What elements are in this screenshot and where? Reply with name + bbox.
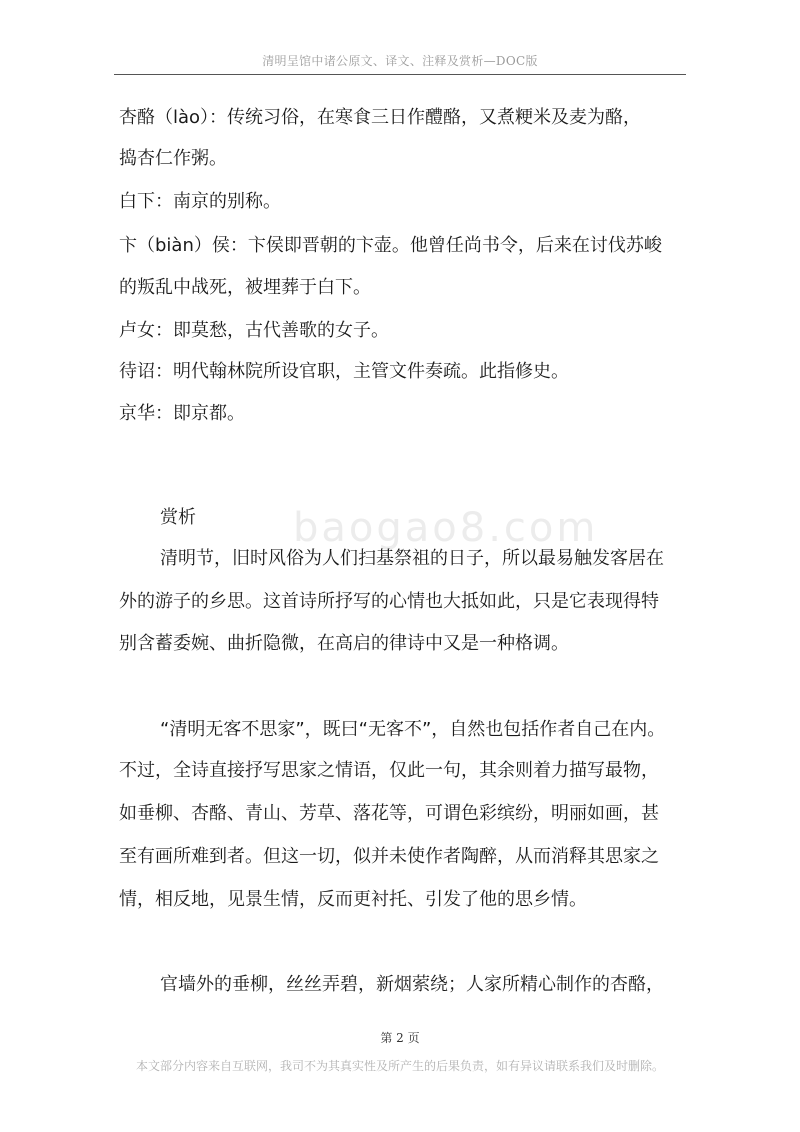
paragraph-line: 外的游子的乡思。这首诗所抒写的心情也大抵如此，只是它表现得特 xyxy=(119,591,659,612)
header-divider xyxy=(114,74,686,75)
paragraph-line: 情，相反地，见景生情，反而更衬托、引发了他的思乡情。 xyxy=(119,889,587,910)
note-line: 待诏：明代翰林院所设官职，主管文件奏疏。此指修史。 xyxy=(119,361,569,382)
note-line: 白下：南京的别称。 xyxy=(119,191,281,212)
document-header: 清明呈馆中诸公原文、译文、注释及赏析—DOC版 xyxy=(262,54,538,68)
paragraph-line: 不过，全诗直接抒写思家之情语，仅此一句，其余则着力描写最物， xyxy=(119,760,659,781)
watermark: baogao8.com xyxy=(293,505,599,551)
note-line: 捣杏仁作粥。 xyxy=(119,148,227,169)
paragraph-line: 官墙外的垂柳，丝丝弄碧，新烟萦绕；人家所精心制作的杏酪， xyxy=(160,974,664,995)
paragraph-line: “清明无客不思家”，既曰“无客不”，自然也包括作者自己在内。 xyxy=(160,719,666,740)
paragraph-line: 别含蓄委婉、曲折隐微，在高启的律诗中又是一种格调。 xyxy=(119,633,569,654)
note-line: 卞（biàn）侯：卞侯即晋朝的卞壶。他曾任尚书令，后来在讨伐苏峻 xyxy=(119,235,662,256)
note-line: 卢女：即莫愁，古代善歌的女子。 xyxy=(119,320,389,341)
note-line: 京华：即京都。 xyxy=(119,403,245,424)
note-line: 的叛乱中战死，被埋葬于白下。 xyxy=(119,277,371,298)
page-number: 第 2 页 xyxy=(380,1031,420,1045)
paragraph-line: 清明节，旧时风俗为人们扫基祭祖的日子，所以最易触发客居在 xyxy=(160,548,664,569)
paragraph-line: 至有画所难到者。但这一切，似并未使作者陶醉，从而消释其思家之 xyxy=(119,846,659,867)
disclaimer-footer: 本文部分内容来自互联网，我司不为其真实性及所产生的后果负责，如有异议请联系我们及时删除。 xyxy=(135,1059,664,1073)
paragraph-line: 如垂柳、杏酪、青山、芳草、落花等，可谓色彩缤纷，明丽如画，甚 xyxy=(119,803,659,824)
note-line: 杏酪（lào）：传统习俗，在寒食三日作醴酪，又煮粳米及麦为酪， xyxy=(119,107,642,128)
section-heading: 赏析 xyxy=(160,507,196,528)
